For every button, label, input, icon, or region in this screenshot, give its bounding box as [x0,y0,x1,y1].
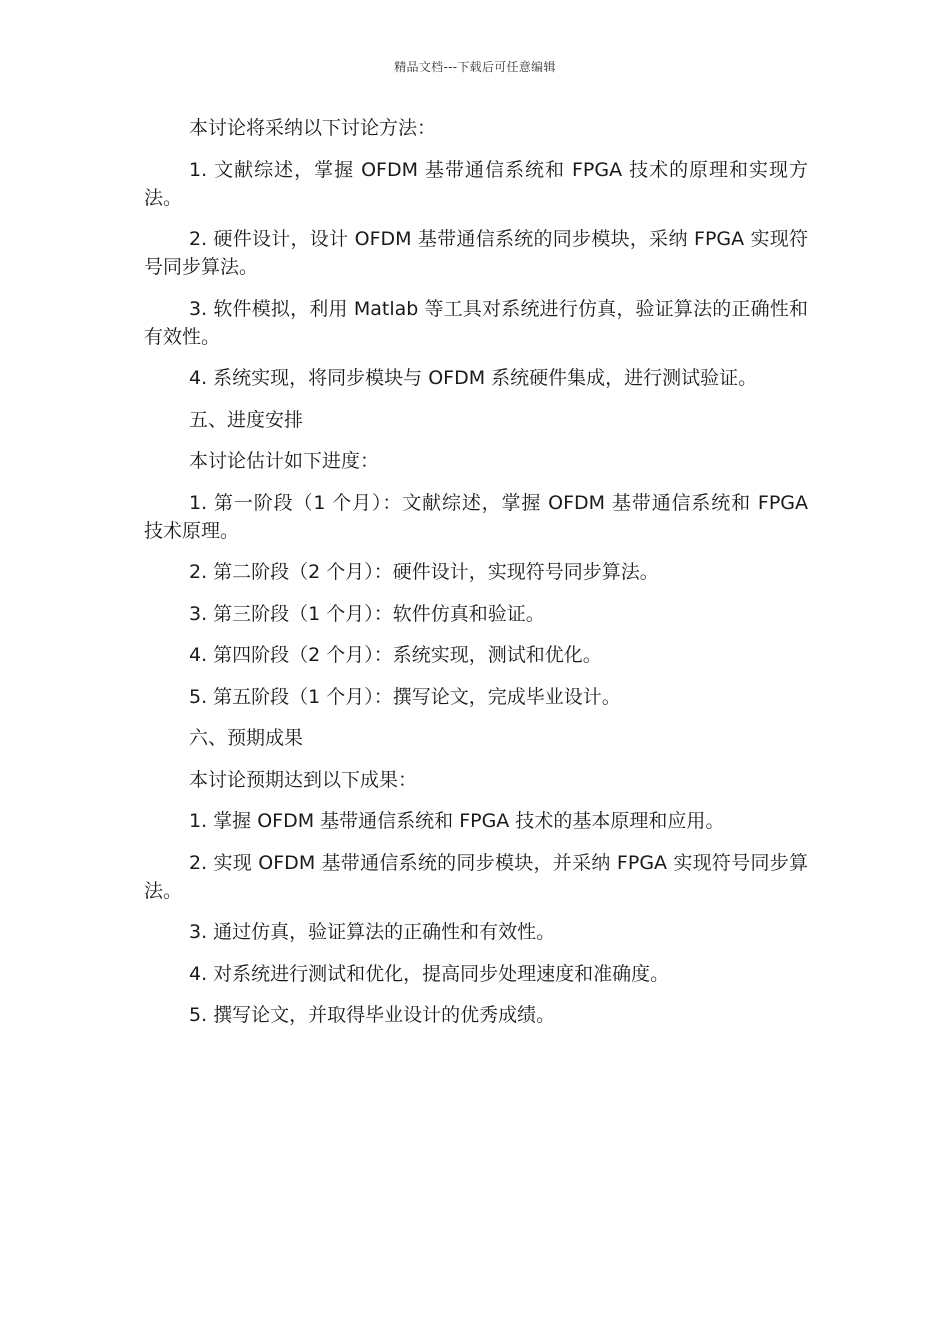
outcome-item-2: 2. 实现 OFDM 基带通信系统的同步模块，并采纳 FPGA 实现符号同步算法。 [144,851,808,902]
schedule-item-4: 4. 第四阶段（2 个月）：系统实现，测试和优化。 [189,644,602,666]
schedule-item-5: 5. 第五阶段（1 个月）：撰写论文，完成毕业设计。 [189,685,621,708]
outcomes-intro: 本讨论预期达到以下成果： [189,768,418,791]
outcome-item-4: 4. 对系统进行测试和优化，提高同步处理速度和准确度。 [189,962,670,985]
methods-intro: 本讨论将采纳以下讨论方法： [189,117,437,139]
schedule-intro: 本讨论估计如下进度： [189,450,380,472]
method-item-4: 4. 系统实现，将同步模块与 OFDM 系统硬件集成，进行测试验证。 [189,367,758,389]
document-body [144,114,808,1043]
section-heading-schedule: 五、进度安排 [189,408,304,431]
method-item-2: 2. 硬件设计，设计 OFDM 基带通信系统的同步模块，采纳 FPGA 实现符号同步算法。 [144,228,808,278]
schedule-item-3: 3. 第三阶段（1 个月）：软件仿真和验证。 [189,602,545,625]
outcome-item-1: 1. 掌握 OFDM 基带通信系统和 FPGA 技术的基本原理和应用。 [189,810,725,832]
page-header: 精品文档---下载后可任意编辑 [394,60,556,74]
section-heading-outcomes: 六、预期成果 [189,727,304,749]
schedule-item-2: 2. 第二阶段（2 个月）：硬件设计，实现符号同步算法。 [189,561,659,583]
schedule-item-1: 1. 第一阶段（1 个月）：文献综述，掌握 OFDM 基带通信系统和 FPGA 技术原理。 [144,491,808,542]
outcome-item-3: 3. 通过仿真，验证算法的正确性和有效性。 [189,921,556,943]
outcome-item-5: 5. 撰写论文，并取得毕业设计的优秀成绩。 [189,1004,556,1026]
method-item-3: 3. 软件模拟，利用 Matlab 等工具对系统进行仿真，验证算法的正确性和有效性。 [144,297,808,348]
method-item-1: 1. 文献综述，掌握 OFDM 基带通信系统和 FPGA 技术的原理和实现方法。 [144,158,808,209]
